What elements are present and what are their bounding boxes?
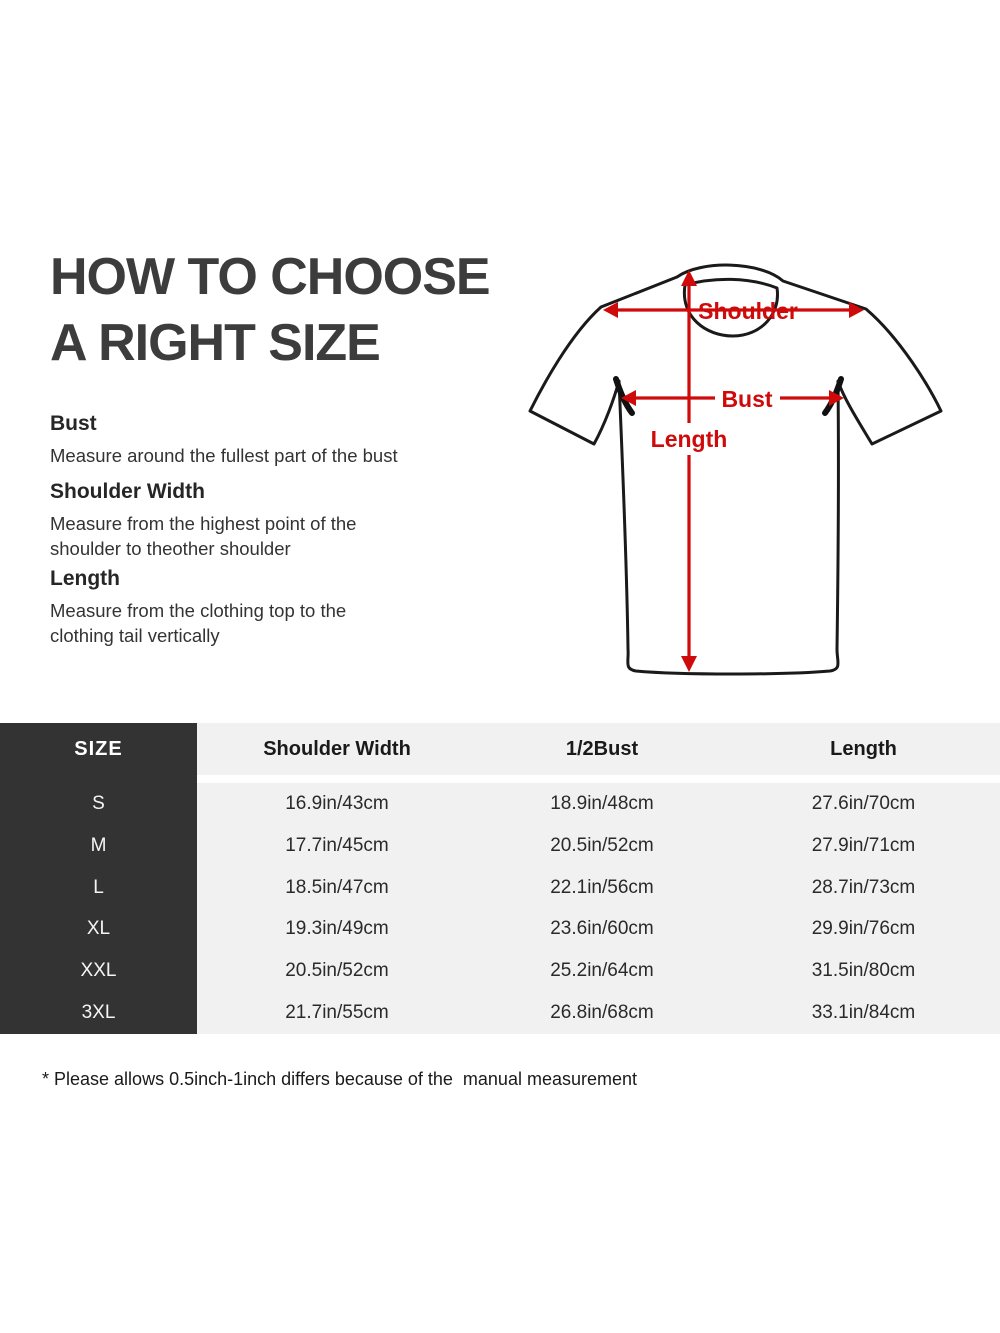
bust-arrow-label: Bust (721, 386, 773, 412)
table-cell-s-shoulder: 16.9in/43cm (285, 792, 389, 814)
table-cell-l-bust: 22.1in/56cm (550, 876, 654, 898)
page-title-line1: HOW TO CHOOSE (50, 248, 490, 306)
tshirt-measurement-diagram (508, 233, 970, 685)
table-cell-3xl-shoulder: 21.7in/55cm (285, 1002, 389, 1024)
instruction-length (50, 567, 490, 648)
table-cell-xl-bust: 23.6in/60cm (550, 918, 654, 940)
table-row-size-l: L (93, 876, 104, 898)
table-cell-l-length: 28.7in/73cm (811, 876, 916, 898)
instruction-shoulder-width (50, 480, 490, 561)
instruction-length-heading: Length (50, 567, 120, 590)
instruction-shoulder-text-line2: shoulder to theother shoulder (50, 538, 291, 559)
table-cell-3xl-bust: 26.8in/68cm (550, 1002, 654, 1024)
instruction-length-text-line1: Measure from the clothing top to the (50, 600, 347, 621)
table-cell-xl-length: 29.9in/76cm (811, 918, 916, 940)
page-title (50, 244, 490, 376)
table-header-half-bust: 1/2Bust (565, 737, 639, 760)
length-arrow-label: Length (650, 426, 728, 452)
table-row-size-xl: XL (86, 918, 111, 940)
table-row-size-s: S (92, 792, 105, 814)
table-row-size-m: M (90, 834, 107, 856)
table-header-divider (0, 775, 1000, 783)
instruction-shoulder-text-line1: Measure from the highest point of the (50, 513, 357, 534)
instruction-bust-text: Measure around the fullest part of the bust (50, 445, 398, 466)
table-cell-l-shoulder: 18.5in/47cm (285, 876, 389, 898)
table-cell-m-length: 27.9in/71cm (811, 834, 916, 856)
table-header-size: SIZE (74, 737, 123, 760)
table-cell-xxl-length: 31.5in/80cm (811, 960, 916, 982)
instruction-shoulder-heading: Shoulder Width (50, 480, 205, 503)
table-cell-s-length: 27.6in/70cm (811, 792, 916, 814)
instruction-bust-heading: Bust (50, 412, 97, 435)
table-cell-s-bust: 18.9in/48cm (550, 792, 654, 814)
instruction-bust (50, 412, 490, 468)
table-cell-3xl-length: 33.1in/84cm (811, 1002, 916, 1024)
table-row-size-xxl: XXL (80, 960, 117, 982)
shoulder-arrow-label: Shoulder (698, 298, 798, 324)
measurement-disclaimer: * Please allows 0.5inch-1inch differs because of the manual measurement (42, 1069, 638, 1089)
table-row-size-3xl: 3XL (81, 1002, 116, 1024)
size-table-grid (0, 723, 1000, 1034)
table-cell-xl-shoulder: 19.3in/49cm (285, 918, 389, 940)
table-cell-m-shoulder: 17.7in/45cm (285, 834, 389, 856)
size-table (0, 723, 1000, 1034)
table-cell-m-bust: 20.5in/52cm (550, 834, 654, 856)
instruction-length-text-line2: clothing tail vertically (50, 625, 220, 646)
table-cell-xxl-bust: 25.2in/64cm (550, 960, 654, 982)
table-cell-xxl-shoulder: 20.5in/52cm (285, 960, 389, 982)
table-header-shoulder-width: Shoulder Width (263, 737, 411, 760)
page-title-line2: A RIGHT SIZE (50, 314, 380, 372)
table-header-length: Length (830, 737, 897, 760)
